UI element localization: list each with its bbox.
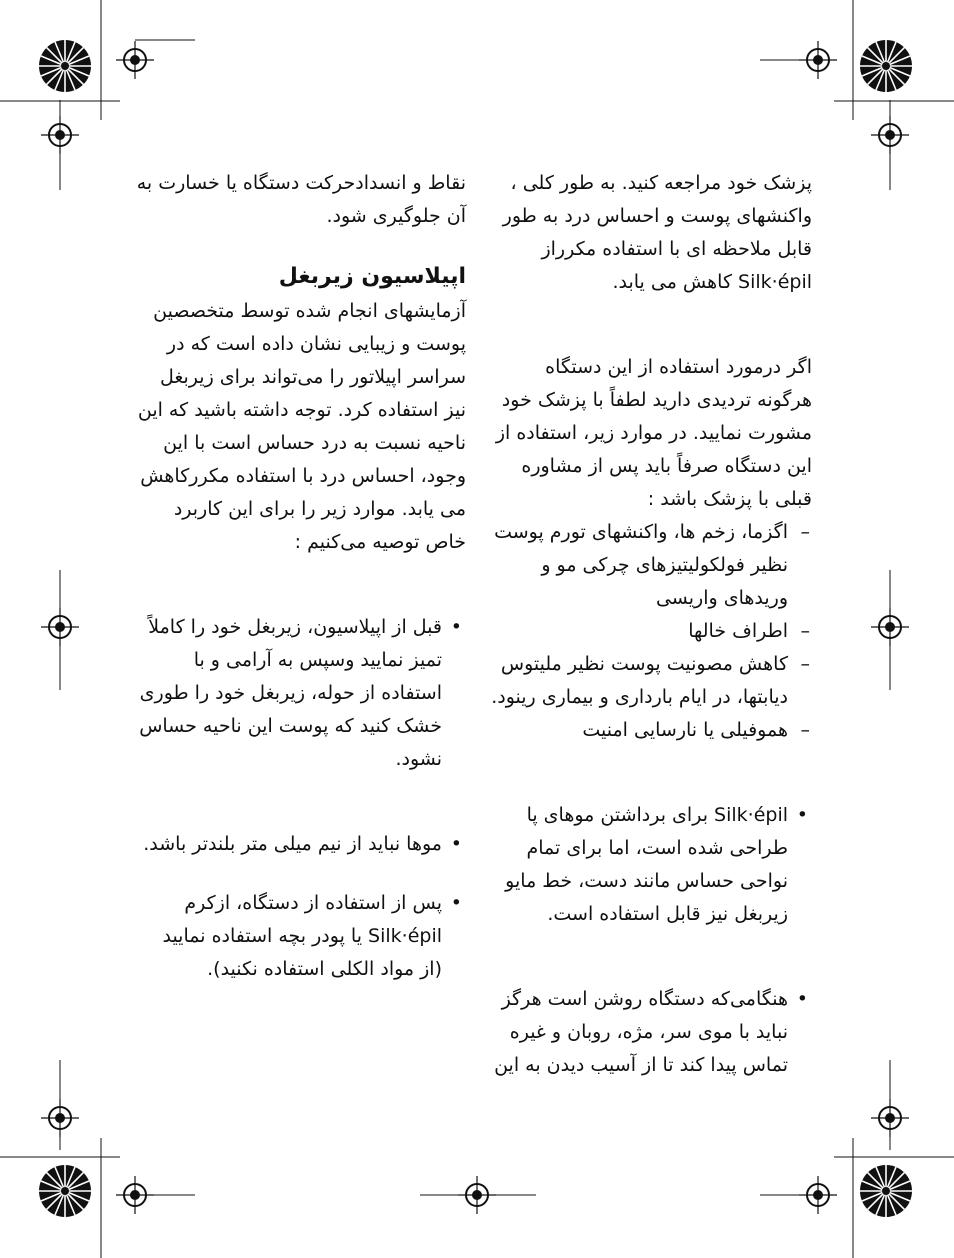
hair-length-list [136, 828, 466, 861]
color-starburst-icon [39, 40, 91, 92]
list-item: – اطراف خالها [488, 615, 812, 648]
list-item: – هموفیلی یا نارسایی امنیت [488, 714, 812, 747]
registration-crosshair-icon [799, 41, 837, 79]
list-item: – اگزما، زخم ها، واکنشهای تورم پوست نظیر فولکولیتیزهای چرکی مو و وریدهای واریسی [488, 516, 812, 615]
color-starburst-icon [860, 1165, 912, 1217]
registration-crosshair-icon [871, 608, 909, 646]
registration-crosshair-icon [871, 1099, 909, 1137]
registration-crosshair-icon [41, 1099, 79, 1137]
conditions-list [488, 516, 812, 747]
left-column [136, 167, 466, 986]
underarm-paragraph: آزمایشهای انجام شده توسط متخصصین پوست و زیبایی نشان داده است که در سراسر اپیلاتور را می‌تواند برای زیربغل نیز استفاده کرد. توجه داشته باشید که این ناحیه نسبت به درد حساس است با این وجود، احساس درد با استفاده مکررکاهش می یابد. موارد زیر را برای این کاربرد خاص توصیه می‌کنیم : [137, 300, 466, 553]
list-item: • هنگامی‌که دستگاه روشن است هرگز نباید با موی سر، مژه، روبان و غیره تماس پیدا کند تا از آسیب دیدن به این [488, 983, 812, 1082]
intro-paragraph: پزشک خود مراجعه کنید. به طور کلی ، واکنشهای پوست و احساس درد به طور قابل ملاحظه ای با استفاده مکرراز Silk·épil کاهش می یابد. [502, 172, 812, 293]
registration-crosshair-icon [116, 41, 154, 79]
underarm-tips-list [136, 611, 466, 776]
usage-notes-list [488, 799, 812, 931]
aftercare-list [136, 887, 466, 986]
registration-crosshair-icon [871, 116, 909, 154]
list-item: • قبل از اپیلاسیون، زیربغل خود را کاملاً تمیز نمایید وسپس به آرامی و با استفاده از حوله، زیربغل خود را طوری خشک کنید که پوست این ناحیه حساس نشود. [136, 611, 466, 776]
list-item: • موها نباید از نیم میلی متر بلندتر باشد. [136, 828, 466, 861]
registration-crosshair-icon [458, 1176, 496, 1214]
registration-crosshair-icon [41, 608, 79, 646]
color-starburst-icon [860, 40, 912, 92]
registration-crosshair-icon [116, 1176, 154, 1214]
registration-crosshair-icon [799, 1176, 837, 1214]
consult-paragraph: اگر درمورد استفاده از این دستگاه هرگونه تردیدی دارید لطفاً با پزشک خود مشورت نمایید. در موارد زیر، استفاده از این دستگاه صرفاً باید پس از مشاوره قبلی با پزشک باشد : [495, 356, 812, 510]
safety-notes-list [488, 983, 812, 1082]
color-starburst-icon [39, 1165, 91, 1217]
list-item: • پس از استفاده از دستگاه، ازکرم Silk·épil یا پودر بچه استفاده نمایید (از مواد الکلی استفاده نکنید). [136, 887, 466, 986]
section-heading: اپیلاسیون زیربغل [278, 264, 466, 289]
registration-crosshair-icon [41, 116, 79, 154]
continuation-paragraph: نقاط و انسدادحرکت دستگاه یا خسارت به آن جلوگیری شود. [136, 172, 466, 227]
right-column [488, 167, 812, 1082]
list-item: – کاهش مصونیت پوست نظیر ملیتوس دیابتها، در ایام بارداری و بیماری رینود. [488, 648, 812, 714]
list-item: • Silk·épil برای برداشتن موهای پا طراحی شده است، اما برای تمام نواحی حساس مانند دست، خط مایو زیربغل نیز قابل استفاده است. [488, 799, 812, 931]
